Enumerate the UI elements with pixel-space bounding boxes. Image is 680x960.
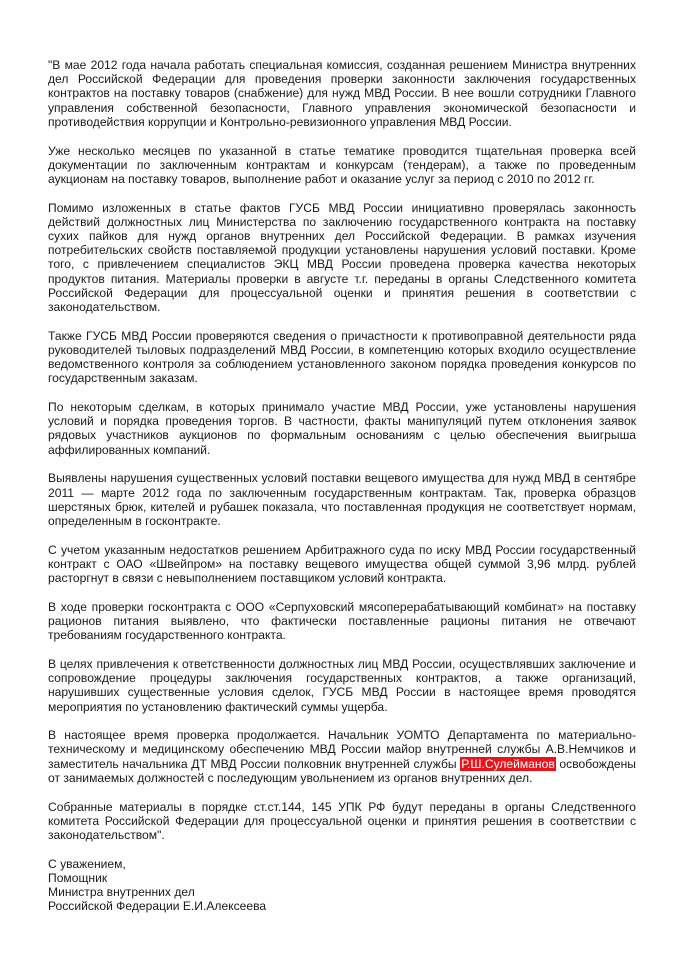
signature-name: Российской Федерации Е.И.Алексеева — [48, 899, 267, 914]
paragraph-5: По некоторым сделкам, в которых принимало участие МВД России, уже установлены нарушения условий и порядка проведения торгов. В частности, факты манипуляций путем отклонения заявок рядовых участников аукционов по формальным основаниям с целью обеспечения выигрыша аффилированных компаний. — [48, 400, 636, 457]
paragraph-10-after: освобождены от занимаемых должностей с последующим увольнением из органов внутренних дел. — [48, 756, 636, 785]
paragraph-7: С учетом указанным недостатков решением Арбитражного суда по иску МВД России государственный контракт с ОАО «Швейпром» на поставку вещевого имущества общей суммой 3,96 млрд. рублей расторгнут в связи с невыполнением поставщиком условий контракта. — [48, 542, 636, 586]
paragraph-4: Также ГУСБ МВД России проверяются сведения о причастности к противоправной деятельности ряда руководителей тыловых подразделений МВД России, в компетенцию которых входило осуществление ведомственного контроля за соблюдением установленного законом порядка проведения конкурсов по государственным заказам. — [48, 328, 636, 386]
paragraph-1: "В мае 2012 года начала работать специальная комиссия, созданная решением Министра внутренних дел Российской Федерации для проведения проверки законности заключения государственных контрактов на поставку товаров (снабжение) для нужд МВД России. В нее вошли сотрудники Главного управления собственной безопасности, Главного управления экономической безопасности и противодействия коррупции и Контрольно-ревизионного управления МВД России. — [48, 58, 636, 129]
paragraph-6: Выявлены нарушения существенных условий поставки вещевого имущества для нужд МВД в сентябре 2011 — марте 2012 года по заключенным государственным контрактам. Так, проверка образцов шерстяных брюк, кителей и рубашек показала, что поставленная продукция не соответствует нормам, определенным в госконтракте. — [48, 471, 636, 528]
paragraph-10-before: В настоящее время проверка продолжается. Начальник УОМТО Департамента по материально-техническому и медицинскому обеспечению МВД России майор внутренней службы А.В.Немчиков и заместитель начальника ДТ МВД России полковник внутренней службы — [48, 728, 636, 771]
signature-greeting: С уважением, — [48, 856, 126, 871]
highlighted-name: Р.Ш.Сулейманов — [461, 756, 555, 771]
paragraph-2: Уже несколько месяцев по указанной в статье тематике проводится тщательная проверка всей документации по заключенным контрактам и конкурсам (тендерам), а также по проведенным аукционам на поставку товаров, выполнение работ и оказание услуг за период с 2010 по 2012 гг. — [48, 143, 636, 186]
signature-block — [48, 857, 636, 914]
paragraph-9: В целях привлечения к ответственности должностных лиц МВД России, осуществлявших заключение и сопровождение процедуры заключения государственных контрактов, а также организаций, нарушивших существенные условия сделок, ГУСБ МВД России в настоящее время проводятся мероприятия по установлению фактический суммы ущерба. — [48, 656, 636, 714]
signature-ministry: Министра внутренних дел — [48, 885, 195, 900]
paragraph-10 — [48, 728, 636, 785]
paragraph-8: В ходе проверки госконтракта с ООО «Серпуховский мясоперерабатывающий комбинат» на поставку рационов питания выявлено, что фактически поставленные рационы питания не отвечают требованиям государственного контракта. — [48, 599, 636, 643]
signature-position: Помощник — [48, 870, 108, 885]
paragraph-3: Помимо изложенных в статье фактов ГУСБ МВД России инициативно проверялась законность действий должностных лиц Министерства по заключению государственного контракта на поставку сухих пайков для нужд органов внутренних дел Российской Федерации. В рамках изучения потребительских свойств поставляемой продукции установлены нарушения условий поставки. Кроме того, с привлечением специалистов ЭКЦ МВД России проведена проверка качества некоторых продуктов питания. Материалы проверки в августе т.г. переданы в органы Следственного комитета Российской Федерации для процессуальной оценки и принятия решения в соответствии с законодательством. — [48, 200, 636, 315]
paragraph-11: Собранные материалы в порядке ст.ст.144, 145 УПК РФ будут переданы в органы Следственного комитета Российской Федерации для процессуальной оценки и принятия решения в соответствии с законодательством". — [48, 799, 636, 842]
letter-body — [48, 58, 636, 913]
